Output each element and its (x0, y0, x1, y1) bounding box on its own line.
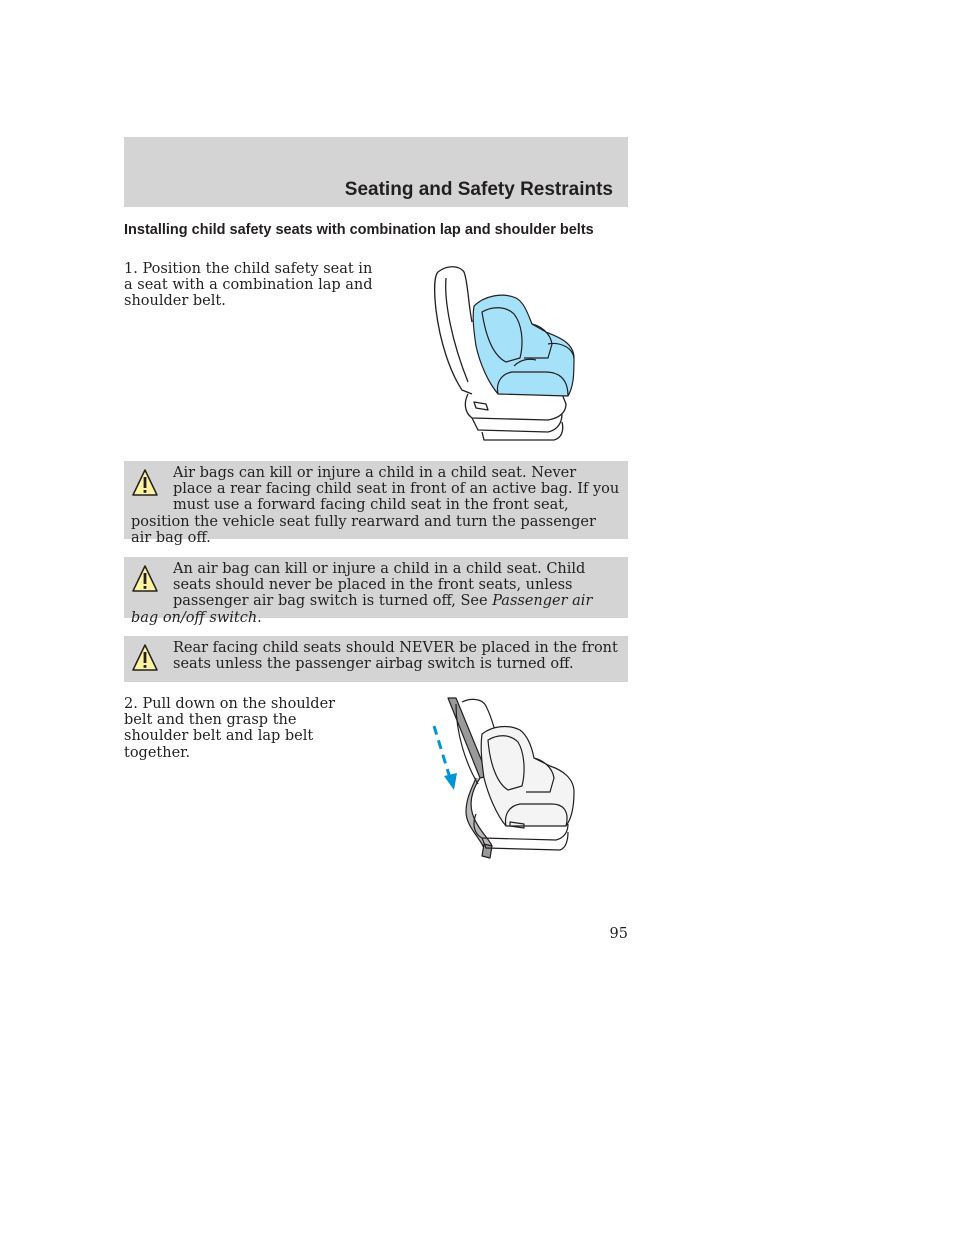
warning-text: An air bag can kill or injure a child in a child seat. Child seats should never be placed in the front seats, unless passenger air bag switch is turned off, See (173, 561, 586, 610)
section-heading: Installing child safety seats with combination lap and shoulder belts (124, 222, 594, 238)
page-number: 95 (609, 926, 628, 942)
step-2-text: 2. Pull down on the shoulder belt and then grasp the shoulder belt and lap belt together. (124, 696, 336, 761)
warning-box-2 (124, 557, 628, 626)
child-seat-illustration (428, 262, 588, 444)
warning-box-3 (124, 636, 628, 682)
warning-triangle-icon (131, 643, 159, 673)
warning-text: Air bags can kill or injure a child in a child seat. Never place a rear facing child seat in front of an active bag. If you must use a forward facing child seat in the front seat, position the vehicle seat fully rearward and turn the passenger air bag off. (131, 465, 620, 546)
warning-text: Rear facing child seats should NEVER be placed in the front seats unless the passenger airbag switch is turned off. (173, 640, 618, 673)
warning-triangle-icon (131, 468, 159, 498)
header-bar (124, 137, 628, 207)
page-title: Seating and Safety Restraints (344, 179, 613, 200)
cross-reference-link[interactable]: Passenger air bag on/off switch (131, 593, 593, 626)
warning-box-1 (124, 461, 628, 546)
shoulder-belt-illustration (426, 694, 584, 862)
step-1-text: 1. Position the child safety seat in a seat with a combination lap and shoulder belt. (124, 261, 373, 310)
warning-triangle-icon (131, 564, 159, 594)
warning-text-suffix: . (257, 609, 262, 626)
